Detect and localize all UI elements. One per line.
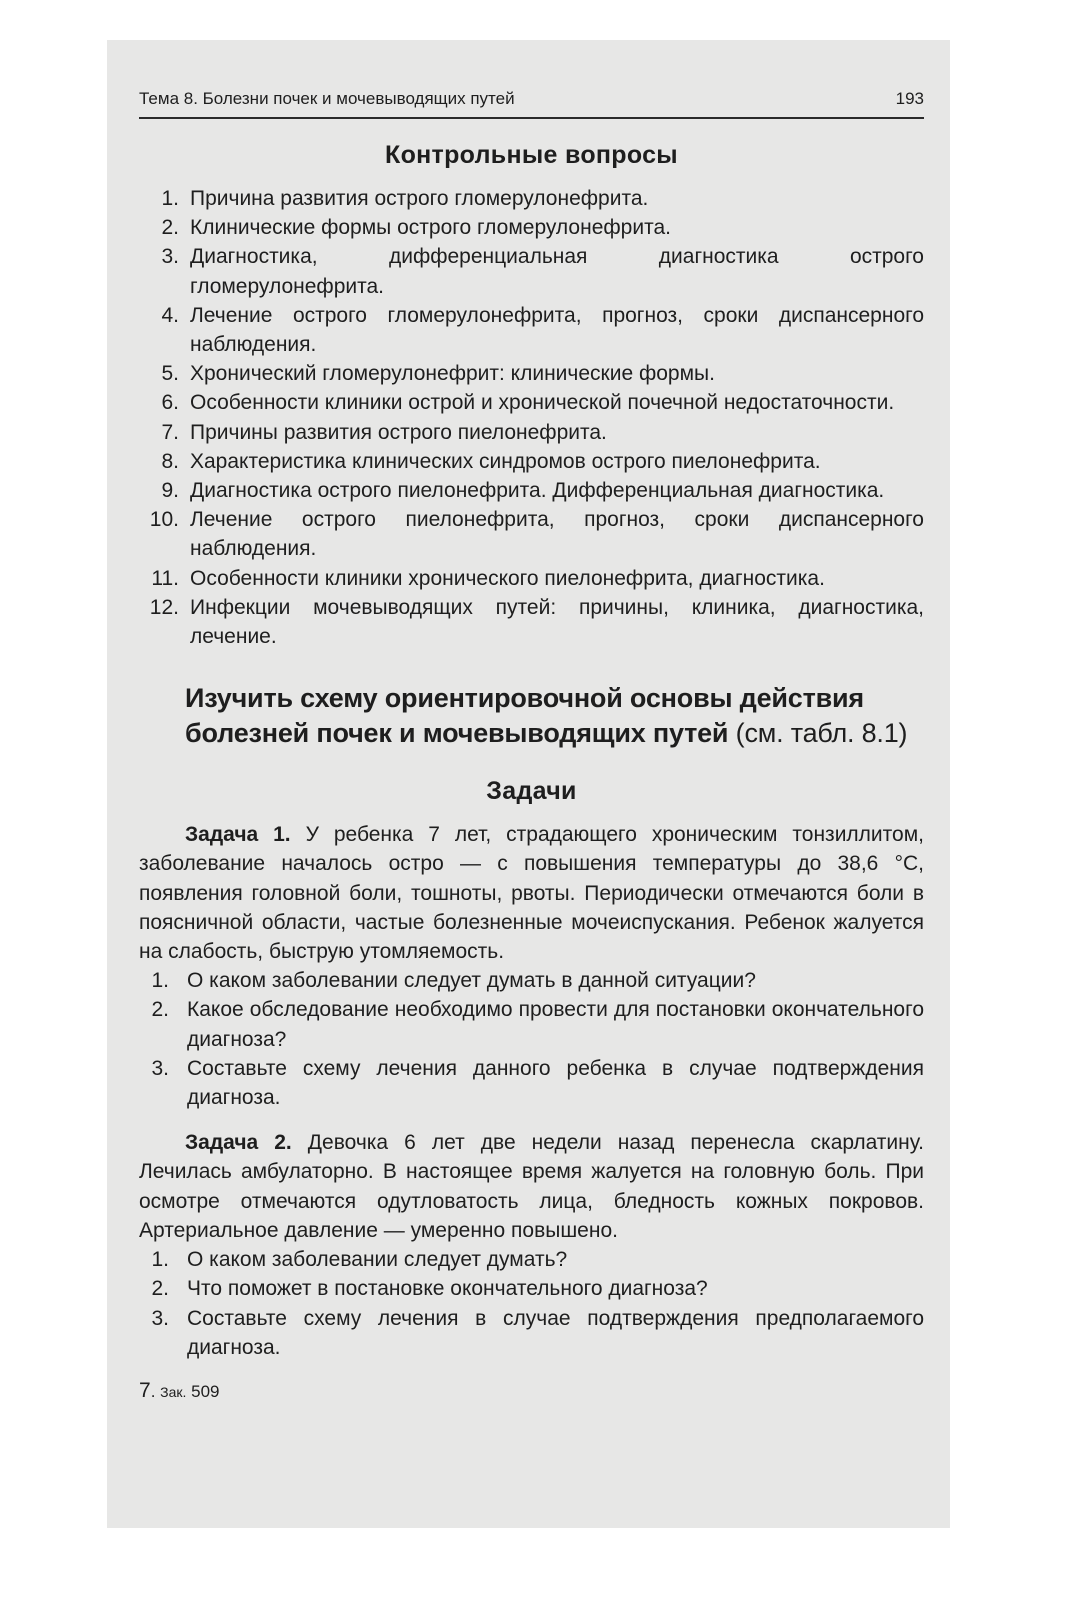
list-item	[139, 966, 924, 995]
item-number: 10.	[149, 508, 179, 532]
item-number: 8.	[161, 449, 179, 473]
list-item	[139, 1245, 924, 1274]
study-instruction	[185, 681, 924, 751]
item-text: Составьте схему лечения данного ребенка в случае подтверждения диагноза.	[187, 1056, 924, 1110]
item-number: 1.	[161, 187, 179, 210]
item-text: Инфекции мочевыводящих путей: причины, клиника, диагностика, лечение.	[190, 595, 924, 649]
list-item	[139, 213, 924, 242]
item-text: Что поможет в постановке окончательного диагноза?	[187, 1277, 708, 1301]
list-item	[139, 995, 924, 1053]
list-item	[139, 242, 924, 300]
list-item	[139, 301, 924, 359]
task-1-label: Задача 1.	[185, 823, 291, 847]
item-number: 2.	[151, 998, 169, 1022]
item-number: 2.	[161, 216, 179, 240]
study-text: Изучить схему ориентировочной основы действия болезней почек и мочевыводящих путей	[185, 683, 864, 749]
list-item	[139, 1274, 924, 1303]
running-title: Тема 8. Болезни почек и мочевыводящих путей	[139, 89, 515, 108]
item-number: 11.	[151, 566, 179, 590]
list-item	[139, 447, 924, 476]
item-text: Диагностика острого пиелонефрита. Дифференциальная диагностика.	[190, 479, 885, 503]
list-item	[139, 505, 924, 563]
item-number: 5.	[161, 362, 179, 386]
running-header	[139, 88, 924, 119]
order-number: 509	[191, 1381, 220, 1401]
page-content	[139, 88, 924, 1403]
list-item	[139, 476, 924, 505]
item-text: Лечение острого гломерулонефрита, прогноз, сроки диспансерного наблюдения.	[190, 303, 924, 357]
item-text: Составьте схему лечения в случае подтверждения предполагаемого диагноза.	[187, 1306, 924, 1359]
spacer	[139, 1112, 924, 1128]
item-text: О каком заболевании следует думать?	[187, 1248, 568, 1272]
item-text: Какое обследование необходимо провести для постановки окончательного диагноза?	[187, 998, 924, 1051]
item-number: 3.	[151, 1056, 169, 1080]
list-item	[139, 418, 924, 447]
item-text: Клинические формы острого гломерулонефрита.	[190, 216, 671, 240]
item-number: 7.	[161, 420, 179, 444]
list-item	[139, 359, 924, 388]
book-page	[107, 40, 950, 1528]
control-questions-heading: Контрольные вопросы	[385, 141, 678, 169]
tasks-heading: Задачи	[486, 777, 577, 806]
item-text: Особенности клиники острой и хронической почечной недостаточности.	[190, 391, 895, 415]
item-text: Причины развития острого пиелонефрита.	[190, 420, 607, 444]
task-1-text: У ребенка 7 лет, страдающего хроническим тонзиллитом, заболевание началось остро — с повышения температуры до 38,6 °С, появления головной боли, тошноты, рвоты. Периодически отмечаются боли в поясничной области, частые болезненные мочеиспускания. Ребенок жалуется на слабость, быструю утомляемость.	[139, 823, 924, 964]
task-2-paragraph	[139, 1128, 924, 1245]
list-item	[139, 184, 924, 213]
order-label: Зак.	[160, 1383, 187, 1400]
list-item	[139, 593, 924, 651]
print-signature: 7. Зак. 509	[139, 1378, 220, 1402]
task-2-questions	[139, 1245, 924, 1362]
task-2-label: Задача 2.	[185, 1131, 292, 1155]
item-text: Причина развития острого гломерулонефрита.	[190, 187, 649, 210]
list-item	[139, 564, 924, 593]
signature-number: 7	[139, 1378, 151, 1402]
item-text: Лечение острого пиелонефрита, прогноз, сроки диспансерного наблюдения.	[190, 508, 924, 561]
item-number: 6.	[161, 391, 179, 415]
item-number: 2.	[151, 1277, 169, 1301]
table-reference: (см. табл. 8.1)	[735, 718, 908, 749]
item-number: 1.	[151, 969, 169, 993]
list-item	[139, 1304, 924, 1362]
item-text: О каком заболевании следует думать в данной ситуации?	[187, 969, 756, 993]
item-text: Диагностика, дифференциальная диагностика острого гломерулонефрита.	[190, 245, 924, 298]
item-number: 3.	[151, 1306, 169, 1330]
control-questions-list	[139, 184, 924, 651]
item-number: 1.	[151, 1248, 169, 1272]
item-text: Характеристика клинических синдромов острого пиелонефрита.	[190, 449, 821, 473]
item-text: Особенности клиники хронического пиелонефрита, диагностика.	[190, 566, 825, 590]
item-number: 9.	[161, 479, 179, 503]
item-text: Хронический гломерулонефрит: клинические формы.	[190, 362, 715, 386]
page-number: 193	[895, 89, 924, 108]
list-item	[139, 1054, 924, 1112]
task-1-questions	[139, 966, 924, 1112]
item-number: 4.	[161, 303, 179, 327]
item-number: 3.	[161, 245, 179, 269]
item-number: 12.	[149, 595, 179, 619]
task-2-text: Девочка 6 лет две недели назад перенесла скарлатину. Лечилась амбулаторно. В настоящее время жалуется на головную боль. При осмотре отмечаются одутловатость лица, бледность кожных покровов. Артериальное давление — умеренно повышено.	[139, 1131, 924, 1242]
list-item	[139, 388, 924, 417]
task-1-paragraph	[139, 820, 924, 966]
